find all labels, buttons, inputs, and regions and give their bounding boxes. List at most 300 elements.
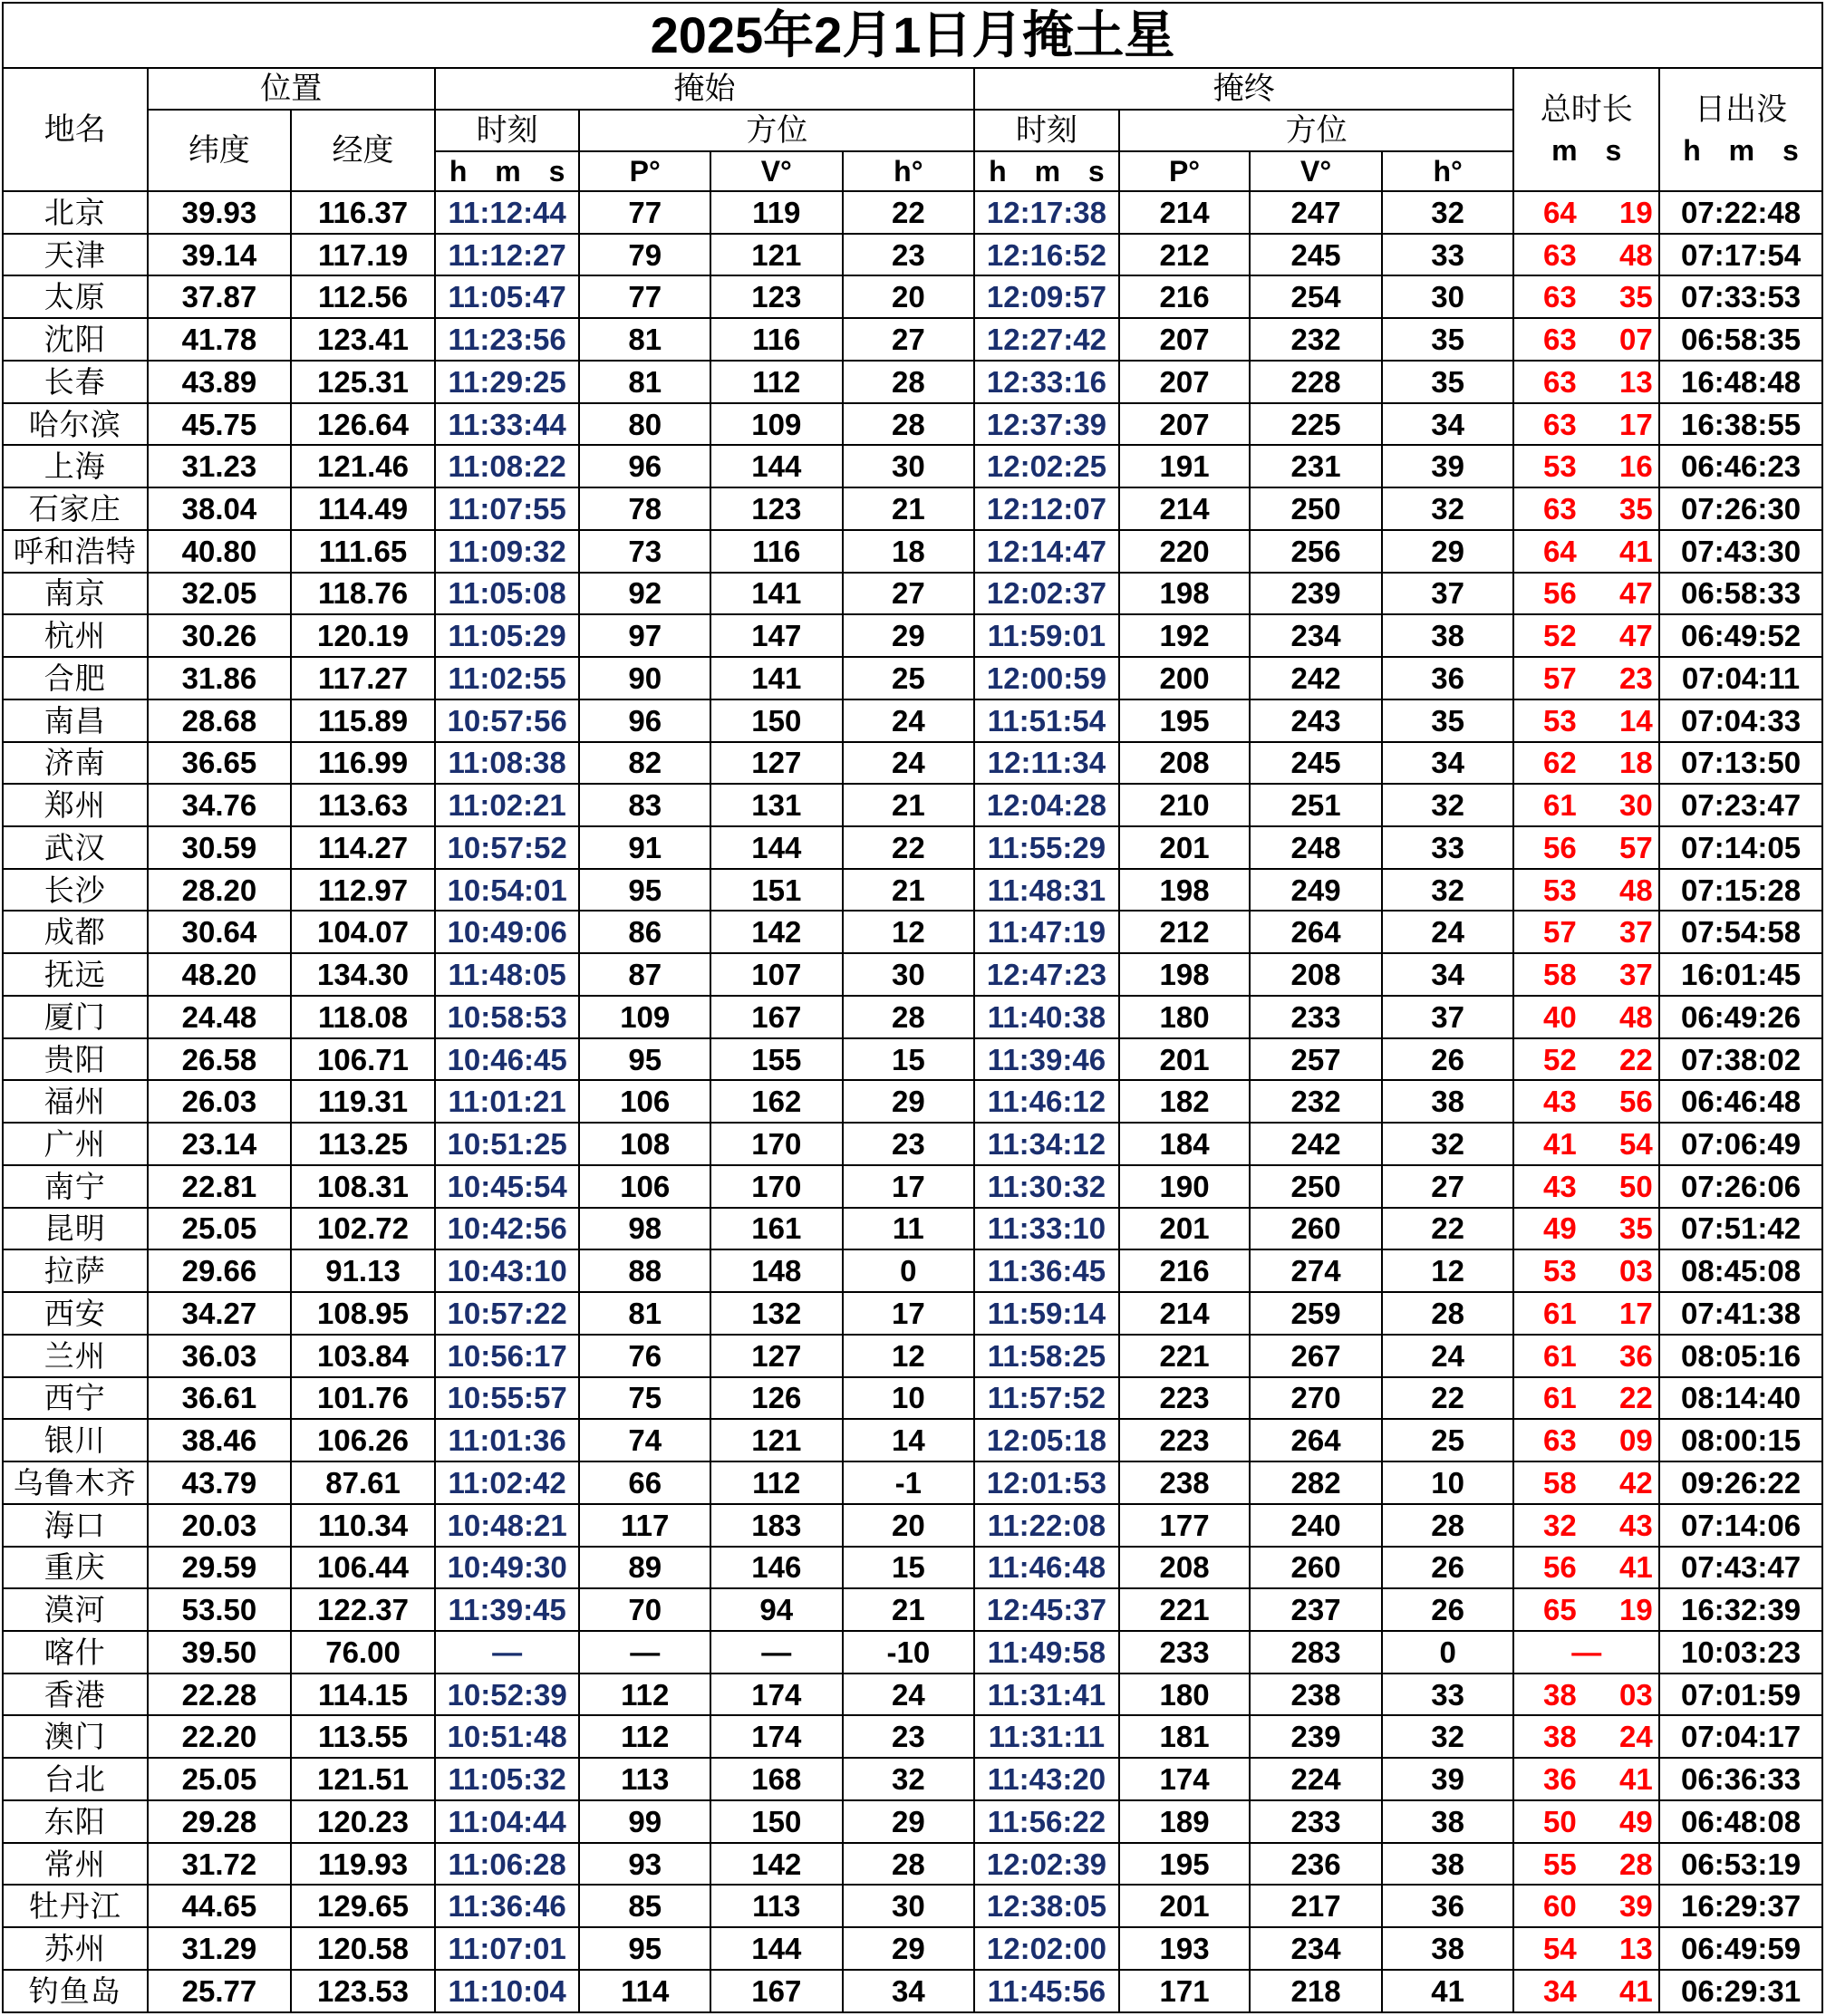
end-p-angle: 233: [1119, 1631, 1251, 1674]
start-time: 11:05:08: [435, 573, 580, 615]
end-v-angle: 237: [1250, 1588, 1382, 1631]
latitude-value: 45.75: [148, 403, 292, 446]
sunrise-set-time: 07:01:59: [1659, 1674, 1822, 1716]
end-time: 12:02:25: [974, 445, 1119, 487]
start-time: 11:05:47: [435, 275, 580, 318]
end-time: 12:02:37: [974, 573, 1119, 615]
longitude-value: 119.93: [291, 1843, 435, 1886]
city-name: 昆明: [3, 1208, 148, 1250]
city-name: 济南: [3, 742, 148, 785]
start-p-angle: 98: [579, 1208, 710, 1250]
table-row: [3, 234, 1822, 276]
longitude-value: 112.97: [291, 869, 435, 912]
end-time: 12:09:57: [974, 275, 1119, 318]
table-row: [3, 275, 1822, 318]
latitude-value: 36.03: [148, 1335, 292, 1377]
duration-minutes: 61: [1543, 1338, 1577, 1373]
duration-minutes: 63: [1543, 492, 1577, 526]
sunrise-set-time: 07:04:11: [1659, 657, 1822, 699]
end-altitude: 34: [1382, 403, 1514, 446]
longitude-value: 123.53: [291, 1970, 435, 2012]
duration-seconds: 13: [1619, 364, 1653, 399]
start-p-angle: 87: [579, 953, 710, 996]
city-name: 北京: [3, 191, 148, 234]
sunrise-set-time: 07:43:47: [1659, 1547, 1822, 1589]
city-name: 南宁: [3, 1165, 148, 1208]
start-v-angle: 127: [710, 742, 843, 785]
header-end-azimuth: 方位: [1119, 110, 1514, 151]
start-altitude: 29: [843, 1927, 975, 1970]
duration-seconds: 30: [1619, 788, 1653, 823]
duration-cell: [1513, 1208, 1659, 1250]
table-row: [3, 573, 1822, 615]
start-time: 11:05:29: [435, 614, 580, 657]
latitude-value: 29.66: [148, 1249, 292, 1292]
latitude-value: 22.28: [148, 1674, 292, 1716]
duration-minutes: 52: [1543, 619, 1577, 653]
end-time: 11:33:10: [974, 1208, 1119, 1250]
sunrise-set-time: 07:14:06: [1659, 1504, 1822, 1547]
header-sun-unit: h m s: [1683, 134, 1799, 167]
city-name: 上海: [3, 445, 148, 487]
city-name: 牡丹江: [3, 1885, 148, 1927]
start-p-angle: 109: [579, 996, 710, 1038]
duration-cell: [1513, 403, 1659, 446]
sunrise-set-time: 07:15:28: [1659, 869, 1822, 912]
duration-cell: [1513, 1970, 1659, 2012]
duration-cell: [1513, 742, 1659, 785]
end-p-angle: 193: [1119, 1927, 1251, 1970]
start-p-angle: 89: [579, 1547, 710, 1589]
end-p-angle: 221: [1119, 1588, 1251, 1631]
start-time: 11:12:27: [435, 234, 580, 276]
sunrise-set-time: 07:04:33: [1659, 699, 1822, 742]
sunrise-set-time: 06:29:31: [1659, 1970, 1822, 2012]
duration-seconds: 48: [1619, 999, 1653, 1034]
end-v-angle: 225: [1250, 403, 1382, 446]
end-time: 12:47:23: [974, 953, 1119, 996]
start-p-angle: 93: [579, 1843, 710, 1886]
header-end-v: V°: [1250, 151, 1382, 191]
sunrise-set-time: 07:04:17: [1659, 1715, 1822, 1758]
table-row: [3, 1885, 1822, 1927]
start-altitude: 24: [843, 699, 975, 742]
end-altitude: 36: [1382, 1885, 1514, 1927]
end-time: 11:57:52: [974, 1377, 1119, 1420]
end-v-angle: 259: [1250, 1292, 1382, 1335]
table-row: [3, 996, 1822, 1038]
start-time: 11:08:38: [435, 742, 580, 785]
latitude-value: 36.61: [148, 1377, 292, 1420]
table-row: [3, 784, 1822, 826]
start-time: 11:36:46: [435, 1885, 580, 1927]
latitude-value: 20.03: [148, 1504, 292, 1547]
start-altitude: 27: [843, 318, 975, 361]
city-name: 武汉: [3, 826, 148, 869]
duration-cell: [1513, 1885, 1659, 1927]
end-time: 12:00:59: [974, 657, 1119, 699]
longitude-value: 108.95: [291, 1292, 435, 1335]
table-row: [3, 1038, 1822, 1081]
sunrise-set-time: 06:58:33: [1659, 573, 1822, 615]
end-time: 12:45:37: [974, 1588, 1119, 1631]
end-time: 11:56:22: [974, 1800, 1119, 1843]
start-time: 10:45:54: [435, 1165, 580, 1208]
end-time: 12:05:18: [974, 1419, 1119, 1461]
table-row: [3, 614, 1822, 657]
sunrise-set-time: 06:58:35: [1659, 318, 1822, 361]
duration-cell: [1513, 1547, 1659, 1589]
duration-cell: [1513, 1165, 1659, 1208]
start-altitude: 0: [843, 1249, 975, 1292]
start-time: 11:08:22: [435, 445, 580, 487]
start-time: 10:48:21: [435, 1504, 580, 1547]
end-time: 12:11:34: [974, 742, 1119, 785]
start-v-angle: 116: [710, 318, 843, 361]
end-p-angle: 192: [1119, 614, 1251, 657]
end-v-angle: 250: [1250, 1165, 1382, 1208]
header-start-moment: 时刻: [435, 110, 580, 151]
end-v-angle: 245: [1250, 234, 1382, 276]
table-row: [3, 1123, 1822, 1165]
start-altitude: 34: [843, 1970, 975, 2012]
city-name: 台北: [3, 1758, 148, 1800]
duration-minutes: 49: [1543, 1211, 1577, 1246]
start-altitude: 28: [843, 996, 975, 1038]
table-row: [3, 826, 1822, 869]
start-v-angle: 109: [710, 403, 843, 446]
start-altitude: 23: [843, 1715, 975, 1758]
duration-seconds: 18: [1619, 746, 1653, 780]
longitude-value: 117.27: [291, 657, 435, 699]
end-v-angle: 234: [1250, 1927, 1382, 1970]
end-p-angle: 220: [1119, 530, 1251, 573]
city-name: 漠河: [3, 1588, 148, 1631]
sunrise-set-time: 06:36:33: [1659, 1758, 1822, 1800]
header-end-hms: h m s: [974, 151, 1119, 191]
latitude-value: 37.87: [148, 275, 292, 318]
end-time: 11:34:12: [974, 1123, 1119, 1165]
duration-minutes: 53: [1543, 449, 1577, 484]
duration-seconds: 16: [1619, 449, 1653, 484]
start-altitude: 21: [843, 869, 975, 912]
sunrise-set-time: 16:48:48: [1659, 361, 1822, 403]
header-sun-cell: [1659, 68, 1822, 191]
latitude-value: 26.03: [148, 1080, 292, 1123]
start-v-angle: 174: [710, 1715, 843, 1758]
latitude-value: 22.20: [148, 1715, 292, 1758]
end-altitude: 10: [1382, 1461, 1514, 1504]
city-name: 长沙: [3, 869, 148, 912]
start-v-angle: 116: [710, 530, 843, 573]
end-p-angle: 223: [1119, 1419, 1251, 1461]
end-altitude: 27: [1382, 1165, 1514, 1208]
start-altitude: -10: [843, 1631, 975, 1674]
duration-minutes: 64: [1543, 195, 1577, 229]
start-p-angle: 81: [579, 318, 710, 361]
end-altitude: 28: [1382, 1504, 1514, 1547]
end-p-angle: 216: [1119, 1249, 1251, 1292]
sunrise-set-time: 10:03:23: [1659, 1631, 1822, 1674]
start-v-angle: 94: [710, 1588, 843, 1631]
duration-seconds: 22: [1619, 1042, 1653, 1076]
longitude-value: 106.71: [291, 1038, 435, 1081]
latitude-value: 31.29: [148, 1927, 292, 1970]
duration-seconds: 03: [1619, 1254, 1653, 1288]
duration-cell: [1513, 953, 1659, 996]
header-end: 掩终: [974, 68, 1513, 110]
duration-seconds: 35: [1619, 492, 1653, 526]
duration-cell: [1513, 234, 1659, 276]
duration-minutes: 34: [1543, 1973, 1577, 2008]
city-name: 长春: [3, 361, 148, 403]
occultation-table: [2, 2, 1823, 2013]
sunrise-set-time: 08:00:15: [1659, 1419, 1822, 1461]
end-altitude: 0: [1382, 1631, 1514, 1674]
end-altitude: 39: [1382, 445, 1514, 487]
longitude-value: 114.15: [291, 1674, 435, 1716]
duration-seconds: 56: [1619, 1085, 1653, 1119]
end-p-angle: 171: [1119, 1970, 1251, 2012]
end-altitude: 25: [1382, 1419, 1514, 1461]
end-p-angle: 184: [1119, 1123, 1251, 1165]
end-v-angle: 239: [1250, 1715, 1382, 1758]
sunrise-set-time: 06:53:19: [1659, 1843, 1822, 1886]
start-altitude: 22: [843, 826, 975, 869]
header-start-h: h°: [843, 151, 975, 191]
duration-seconds: 35: [1619, 1211, 1653, 1246]
duration-cell: [1513, 275, 1659, 318]
start-time: 10:51:25: [435, 1123, 580, 1165]
latitude-value: 30.26: [148, 614, 292, 657]
duration-minutes: 65: [1543, 1593, 1577, 1627]
end-v-angle: 238: [1250, 1674, 1382, 1716]
sunrise-set-time: 08:05:16: [1659, 1335, 1822, 1377]
sunrise-set-time: 07:26:06: [1659, 1165, 1822, 1208]
duration-minutes: 60: [1543, 1889, 1577, 1924]
start-p-angle: 92: [579, 573, 710, 615]
header-duration-cell: [1513, 68, 1659, 191]
longitude-value: 106.44: [291, 1547, 435, 1589]
table-row: [3, 1249, 1822, 1292]
end-p-angle: 191: [1119, 445, 1251, 487]
longitude-value: 121.51: [291, 1758, 435, 1800]
table-row: [3, 953, 1822, 996]
start-time: 10:57:56: [435, 699, 580, 742]
city-name: 厦门: [3, 996, 148, 1038]
end-p-angle: 195: [1119, 1843, 1251, 1886]
end-altitude: 38: [1382, 1927, 1514, 1970]
end-v-angle: 233: [1250, 996, 1382, 1038]
start-time: 11:07:01: [435, 1927, 580, 1970]
longitude-value: 104.07: [291, 911, 435, 953]
start-p-angle: 106: [579, 1080, 710, 1123]
end-time: 12:33:16: [974, 361, 1119, 403]
start-p-angle: 79: [579, 234, 710, 276]
duration-cell: [1513, 1377, 1659, 1420]
end-p-angle: 212: [1119, 911, 1251, 953]
start-altitude: 15: [843, 1547, 975, 1589]
city-name: 西安: [3, 1292, 148, 1335]
longitude-value: 91.13: [291, 1249, 435, 1292]
duration-cell: [1513, 1800, 1659, 1843]
start-p-angle: 82: [579, 742, 710, 785]
end-p-angle: 221: [1119, 1335, 1251, 1377]
longitude-value: 113.55: [291, 1715, 435, 1758]
duration-seconds: 24: [1619, 1720, 1653, 1754]
city-name: 呼和浩特: [3, 530, 148, 573]
start-p-angle: 86: [579, 911, 710, 953]
end-time: 12:38:05: [974, 1885, 1119, 1927]
duration-seconds: 19: [1619, 195, 1653, 229]
end-p-angle: 201: [1119, 1208, 1251, 1250]
end-time: 11:22:08: [974, 1504, 1119, 1547]
start-v-angle: 113: [710, 1885, 843, 1927]
duration-minutes: 38: [1543, 1677, 1577, 1712]
end-v-angle: 251: [1250, 784, 1382, 826]
sunrise-set-time: 07:13:50: [1659, 742, 1822, 785]
end-altitude: 32: [1382, 1123, 1514, 1165]
start-altitude: 30: [843, 445, 975, 487]
latitude-value: 32.05: [148, 573, 292, 615]
duration-minutes: 50: [1543, 1804, 1577, 1838]
start-v-angle: 167: [710, 996, 843, 1038]
start-time: 10:55:57: [435, 1377, 580, 1420]
duration-cell: [1513, 1843, 1659, 1886]
longitude-value: 121.46: [291, 445, 435, 487]
start-v-angle: 147: [710, 614, 843, 657]
longitude-value: 125.31: [291, 361, 435, 403]
start-time: 11:23:56: [435, 318, 580, 361]
duration-seconds: 35: [1619, 280, 1653, 314]
end-time: 12:04:28: [974, 784, 1119, 826]
city-name: 钓鱼岛: [3, 1970, 148, 2012]
duration-cell: [1513, 1588, 1659, 1631]
duration-cell: [1513, 1335, 1659, 1377]
latitude-value: 26.58: [148, 1038, 292, 1081]
table-row: [3, 403, 1822, 446]
duration-cell: [1513, 487, 1659, 530]
duration-minutes: 32: [1543, 1508, 1577, 1542]
start-v-angle: 119: [710, 191, 843, 234]
header-duration: 总时长: [1540, 92, 1633, 128]
start-v-angle: 150: [710, 1800, 843, 1843]
start-time: 11:33:44: [435, 403, 580, 446]
start-p-angle: 70: [579, 1588, 710, 1631]
sunrise-set-time: 08:14:40: [1659, 1377, 1822, 1420]
end-time: 11:49:58: [974, 1631, 1119, 1674]
duration-minutes: 43: [1543, 1085, 1577, 1119]
table-row: [3, 699, 1822, 742]
start-p-angle: 81: [579, 361, 710, 403]
latitude-value: 31.23: [148, 445, 292, 487]
start-altitude: 12: [843, 911, 975, 953]
start-time: 11:09:32: [435, 530, 580, 573]
start-p-angle: 78: [579, 487, 710, 530]
header-position: 位置: [148, 68, 435, 110]
duration-cell: [1513, 1631, 1659, 1674]
latitude-value: 22.81: [148, 1165, 292, 1208]
end-altitude: 30: [1382, 275, 1514, 318]
start-v-angle: 170: [710, 1123, 843, 1165]
longitude-value: 103.84: [291, 1335, 435, 1377]
start-altitude: 17: [843, 1165, 975, 1208]
longitude-value: 76.00: [291, 1631, 435, 1674]
duration-seconds: 47: [1619, 576, 1653, 611]
duration-cell: [1513, 699, 1659, 742]
end-altitude: 35: [1382, 318, 1514, 361]
duration-minutes: 43: [1543, 1169, 1577, 1203]
start-altitude: 22: [843, 191, 975, 234]
start-time: 10:57:52: [435, 826, 580, 869]
start-v-angle: 141: [710, 657, 843, 699]
duration-minutes: 63: [1543, 407, 1577, 441]
start-time: 11:05:32: [435, 1758, 580, 1800]
end-time: 11:30:32: [974, 1165, 1119, 1208]
longitude-value: 106.26: [291, 1419, 435, 1461]
duration-minutes: 54: [1543, 1931, 1577, 1965]
table-row: [3, 1165, 1822, 1208]
city-name: 常州: [3, 1843, 148, 1886]
table-row: [3, 1588, 1822, 1631]
start-altitude: 24: [843, 742, 975, 785]
sunrise-set-time: 07:51:42: [1659, 1208, 1822, 1250]
end-p-angle: 223: [1119, 1377, 1251, 1420]
end-v-angle: 250: [1250, 487, 1382, 530]
start-time: 11:02:21: [435, 784, 580, 826]
start-p-angle: 81: [579, 1292, 710, 1335]
end-altitude: 32: [1382, 191, 1514, 234]
end-altitude: 26: [1382, 1547, 1514, 1589]
city-name: 乌鲁木齐: [3, 1461, 148, 1504]
duration-minutes: 63: [1543, 237, 1577, 272]
end-v-angle: 249: [1250, 869, 1382, 912]
end-time: 12:12:07: [974, 487, 1119, 530]
sunrise-set-time: 07:43:30: [1659, 530, 1822, 573]
start-v-angle: 144: [710, 1927, 843, 1970]
start-altitude: 29: [843, 1800, 975, 1843]
city-name: 哈尔滨: [3, 403, 148, 446]
end-p-angle: 238: [1119, 1461, 1251, 1504]
start-v-angle: 123: [710, 487, 843, 530]
city-name: 合肥: [3, 657, 148, 699]
start-altitude: 23: [843, 1123, 975, 1165]
end-time: 11:46:12: [974, 1080, 1119, 1123]
end-time: 12:17:38: [974, 191, 1119, 234]
start-altitude: 30: [843, 1885, 975, 1927]
end-altitude: 38: [1382, 1080, 1514, 1123]
duration-cell: [1513, 573, 1659, 615]
latitude-value: 31.86: [148, 657, 292, 699]
start-time: 11:48:05: [435, 953, 580, 996]
duration-seconds: 17: [1619, 407, 1653, 441]
duration-cell: [1513, 911, 1659, 953]
latitude-value: 36.65: [148, 742, 292, 785]
start-p-angle: 80: [579, 403, 710, 446]
end-p-angle: 198: [1119, 953, 1251, 996]
duration-seconds: 19: [1619, 1593, 1653, 1627]
end-altitude: 37: [1382, 996, 1514, 1038]
end-v-angle: 218: [1250, 1970, 1382, 2012]
duration-minutes: 55: [1543, 1847, 1577, 1881]
table-row: [3, 1208, 1822, 1250]
end-p-angle: 214: [1119, 487, 1251, 530]
table-row: [3, 1377, 1822, 1420]
city-name: 银川: [3, 1419, 148, 1461]
page-title: 2025年2月1日月掩土星: [3, 3, 1822, 68]
table-row: [3, 1715, 1822, 1758]
duration-minutes: 61: [1543, 1381, 1577, 1415]
